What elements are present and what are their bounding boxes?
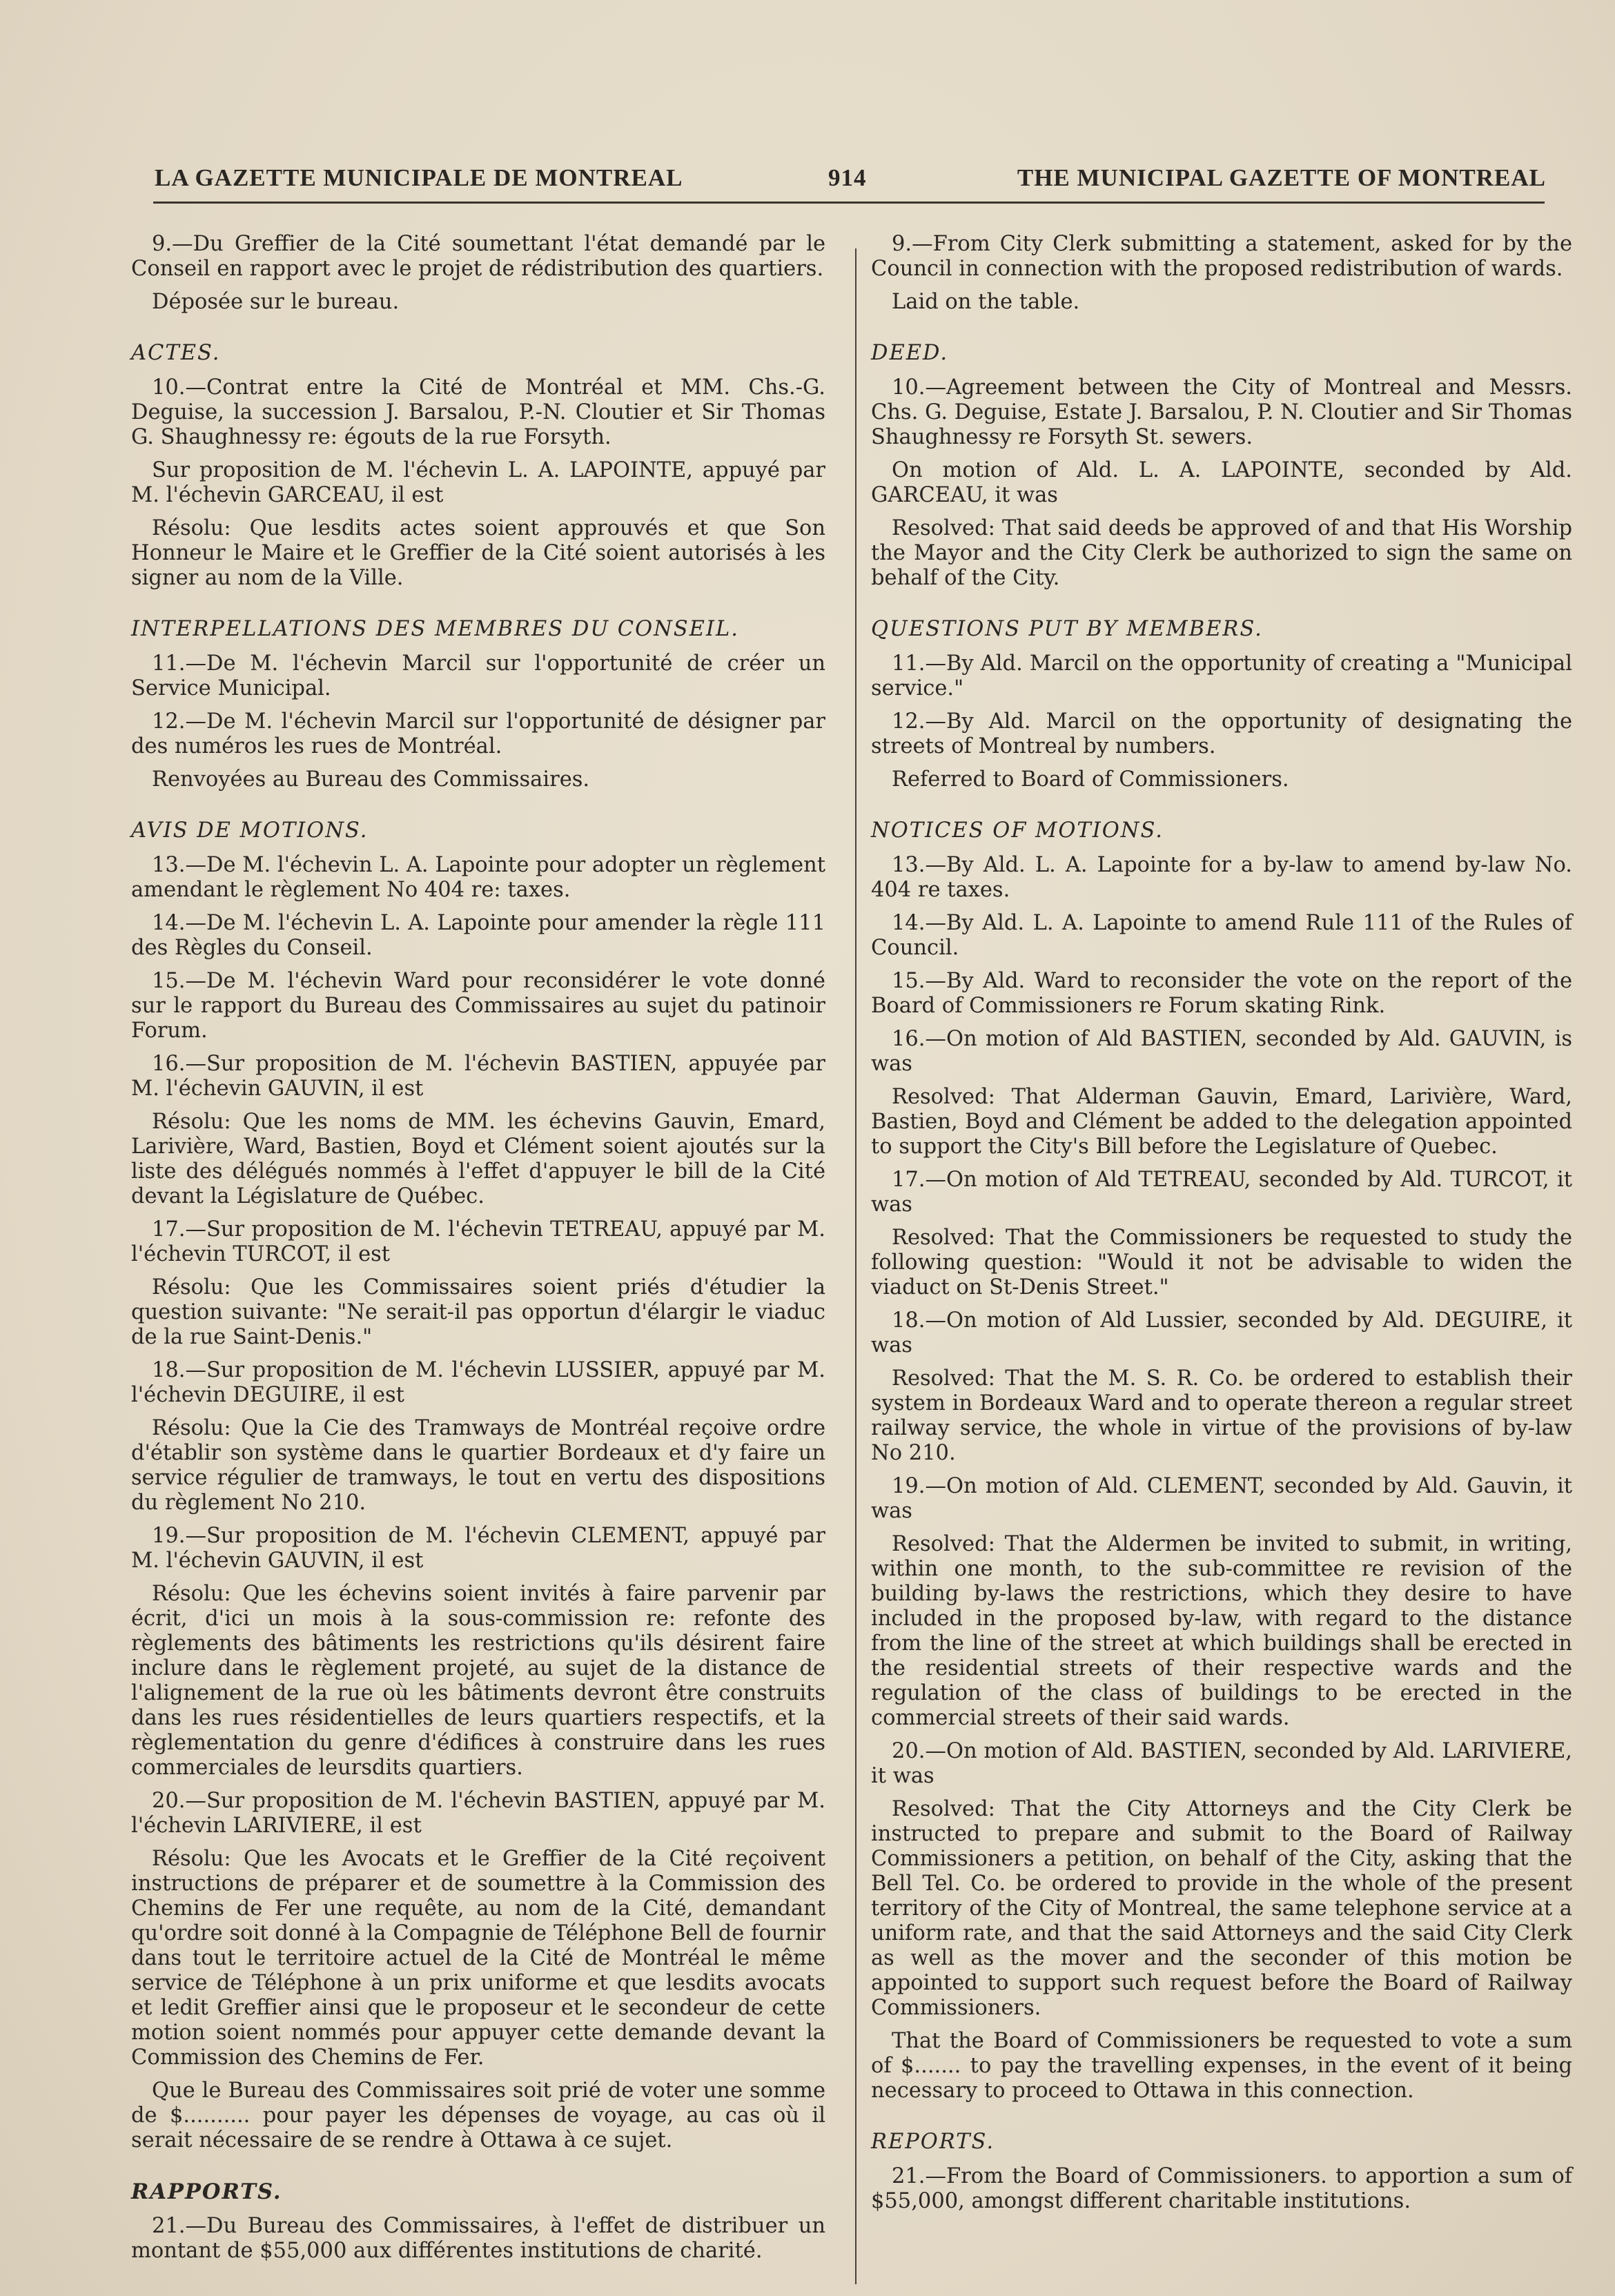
item-18-en: 18.—On motion of Ald Lussier, seconded by Ald. DEGUIRE, it was: [871, 1308, 1572, 1357]
item-16-en: 16.—On motion of Ald BASTIEN, seconded by Ald. GAUVIN, is was: [871, 1027, 1572, 1076]
item-10-motion-fr: Sur proposition de M. l'échevin L. A. LAPOINTE, appuyé par M. l'échevin GARCEAU, il est: [131, 458, 825, 507]
item-10-resolution-en: Resolved: That said deeds be approved of and that His Worship the Mayor and the City Clerk be authorized to sign the same on behalf of the City.: [871, 516, 1572, 590]
french-column: [131, 232, 825, 2272]
item-14-en: 14.—By Ald. L. A. Lapointe to amend Rule 111 of the Rules of Council.: [871, 911, 1572, 960]
section-heading-reports: REPORTS.: [871, 2130, 995, 2154]
item-13-en: 13.—By Ald. L. A. Lapointe for a by-law to amend by-law No. 404 re taxes.: [871, 853, 1572, 902]
header-title-english: THE MUNICIPAL GAZETTE OF MONTREAL: [1017, 164, 1546, 191]
page-header: [152, 164, 1546, 206]
section-heading-avis: AVIS DE MOTIONS.: [131, 818, 369, 843]
item-18-fr: 18.—Sur proposition de M. l'échevin LUSSIER, appuyé par M. l'échevin DEGUIRE, il est: [131, 1358, 825, 1407]
item-10-motion-en: On motion of Ald. L. A. LAPOINTE, seconded by Ald. GARCEAU, it was: [871, 458, 1572, 507]
item-17-en: 17.—On motion of Ald TETREAU, seconded by Ald. TURCOT, it was: [871, 1168, 1572, 1217]
item-17-resolution-en: Resolved: That the Commissioners be requested to study the following question: "Would it not be advisable to widen the viaduct on St-Denis Street.": [871, 1226, 1572, 1299]
section-heading-questions: QUESTIONS PUT BY MEMBERS.: [871, 617, 1263, 641]
item-17-resolution-fr: Résolu: Que les Commissaires soient priés d'étudier la question suivante: "Ne serait-il pas opportun d'élargir le viaduc de la rue Saint-Denis.": [131, 1275, 825, 1349]
item-20-fr: 20.—Sur proposition de M. l'échevin BASTIEN, appuyé par M. l'échevin LARIVIERE, il est: [131, 1789, 825, 1838]
section-heading-actes: ACTES.: [131, 341, 221, 365]
item-10-resolution-fr: Résolu: Que lesdits actes soient approuvés et que Son Honneur le Maire et le Greffier de la Cité soient autorisés à les signer au nom de la Ville.: [131, 516, 825, 590]
item-12-fr: 12.—De M. l'échevin Marcil sur l'opportunité de désigner par des numéros les rues de Montréal.: [131, 709, 825, 758]
page-number: 914: [828, 164, 867, 191]
item-9-en: 9.—From City Clerk submitting a statement, asked for by the Council in connection with the proposed redistribution of wards.: [871, 232, 1572, 281]
item-19-resolution-en: Resolved: That the Aldermen be invited to submit, in writing, within one month, to the sub-committee re revision of the building by-laws the restrictions, which they desire to have included in the proposed by-law, with regard to the distance from the line of the street at which buildings shall be erected in the residential streets of their respective wards and the regulation of the class of buildings to be erected in the commercial streets of their said wards.: [871, 1532, 1572, 1730]
header-rule: [153, 202, 1545, 204]
item-20-resolution-fr: Résolu: Que les Avocats et le Greffier de la Cité reçoivent instructions de préparer et de soumettre à la Commission des Chemins de Fer une requête, au nom de la Cité, demandant qu'ordre soit donné à la Compagnie de Téléphone Bell de fournir dans tout le territoire actuel de la Cité de Montréal le même service de Téléphone à un prix uniforme et que lesdits avocats et ledit Greffier ainsi que le proposeur et le secondeur de cette motion soient nommés pour appuyer cette demande devant la Commission des Chemins de Fer.: [131, 1847, 825, 2070]
item-13-fr: 13.—De M. l'échevin L. A. Lapointe pour adopter un règlement amendant le règlement No 404 re: taxes.: [131, 853, 825, 902]
item-20-bureau-fr: Que le Bureau des Commissaires soit prié de voter une somme de $.......... pour payer les dépenses de voyage, au cas où il serait nécessaire de se rendre à Ottawa à ce sujet.: [131, 2079, 825, 2152]
item-9-action-fr: Déposée sur le bureau.: [152, 290, 400, 314]
item-9-fr: 9.—Du Greffier de la Cité soumettant l'état demandé par le Conseil en rapport avec le projet de rédistribution des quartiers.: [131, 232, 825, 281]
item-10-en: 10.—Agreement between the City of Montreal and Messrs. Chs. G. Deguise, Estate J. Barsalou, P. N. Cloutier and Sir Thomas Shaughnessy re Forsyth St. sewers.: [871, 375, 1572, 449]
section-heading-interpellations: INTERPELLATIONS DES MEMBRES DU CONSEIL.: [131, 617, 739, 641]
item-15-fr: 15.—De M. l'échevin Ward pour reconsidérer le vote donné sur le rapport du Bureau des Commissaires au sujet du patinoir Forum.: [131, 969, 825, 1043]
item-11-en: 11.—By Ald. Marcil on the opportunity of creating a "Municipal service.": [871, 651, 1572, 700]
item-20-en: 20.—On motion of Ald. BASTIEN, seconded by Ald. LARIVIERE, it was: [871, 1739, 1572, 1788]
item-12-en: 12.—By Ald. Marcil on the opportunity of designating the streets of Montreal by numbers.: [871, 709, 1572, 758]
section-heading-notices: NOTICES OF MOTIONS.: [871, 818, 1164, 843]
item-18-resolution-fr: Résolu: Que la Cie des Tramways de Montréal reçoive ordre d'établir son système dans le quartier Bordeaux et d'y faire un service régulier de tramways, le tout en vertu des dispositions du règlement No 210.: [131, 1416, 825, 1515]
item-10-fr: 10.—Contrat entre la Cité de Montréal et MM. Chs.-G. Deguise, la succession J. Barsalou, P.-N. Cloutier et Sir Thomas G. Shaughnessy re: égouts de la rue Forsyth.: [131, 375, 825, 449]
item-12-action-en: Referred to Board of Commissioners.: [892, 767, 1289, 792]
item-21-fr: 21.—Du Bureau des Commissaires, à l'effet de distribuer un montant de $55,000 aux différentes institutions de charité.: [131, 2214, 825, 2263]
item-16-fr: 16.—Sur proposition de M. l'échevin BASTIEN, appuyée par M. l'échevin GAUVIN, il est: [131, 1052, 825, 1101]
item-20-board-en: That the Board of Commissioners be requested to vote a sum of $....... to pay the travelling expenses, in the event of it being necessary to proceed to Ottawa in this connection.: [871, 2029, 1572, 2103]
english-column: [871, 232, 1572, 2222]
item-19-resolution-fr: Résolu: Que les échevins soient invités à faire parvenir par écrit, d'ici un mois à la sous-commission re: refonte des règlements des bâtiments les restrictions qu'ils désirent faire inclure dans le règlement projeté, au sujet de la distance de l'alignement de la rue où les bâtiments devront être construits dans les rues résidentielles de leurs quartiers respectifs, et la règlementation du genre d'édifices à construire dans les rues commerciales de leursdits quartiers.: [131, 1582, 825, 1780]
section-heading-deed: DEED.: [871, 341, 949, 365]
header-title-french: LA GAZETTE MUNICIPALE DE MONTREAL: [155, 164, 683, 191]
item-14-fr: 14.—De M. l'échevin L. A. Lapointe pour amender la règle 111 des Règles du Conseil.: [131, 911, 825, 960]
section-heading-rapports: RAPPORTS.: [131, 2179, 282, 2204]
item-19-en: 19.—On motion of Ald. CLEMENT, seconded by Ald. Gauvin, it was: [871, 1474, 1572, 1523]
item-16-resolution-en: Resolved: That Alderman Gauvin, Emard, Larivière, Ward, Bastien, Boyd and Clément be added to the delegation appointed to support the City's Bill before the Legislature of Quebec.: [871, 1085, 1572, 1159]
item-9-action-en: Laid on the table.: [892, 290, 1080, 314]
item-16-resolution-fr: Résolu: Que les noms de MM. les échevins Gauvin, Emard, Larivière, Ward, Bastien, Boyd et Clément soient ajoutés sur la liste des délégués nommés à l'effet d'appuyer le bill de la Cité devant la Législature de Québec.: [131, 1110, 825, 1208]
item-17-fr: 17.—Sur proposition de M. l'échevin TETREAU, appuyé par M. l'échevin TURCOT, il est: [131, 1217, 825, 1266]
item-21-en: 21.—From the Board of Commissioners. to apportion a sum of $55,000, amongst different charitable institutions.: [871, 2164, 1572, 2213]
item-11-fr: 11.—De M. l'échevin Marcil sur l'opportunité de créer un Service Municipal.: [131, 651, 825, 700]
item-12-action-fr: Renvoyées au Bureau des Commissaires.: [152, 767, 590, 792]
item-15-en: 15.—By Ald. Ward to reconsider the vote on the report of the Board of Commissioners re Forum skating Rink.: [871, 969, 1572, 1018]
item-18-resolution-en: Resolved: That the M. S. R. Co. be ordered to establish their system in Bordeaux Ward and to operate thereon a regular street railway service, the whole in virtue of the provisions of by-law No 210.: [871, 1366, 1572, 1465]
item-19-fr: 19.—Sur proposition de M. l'échevin CLEMENT, appuyé par M. l'échevin GAUVIN, il est: [131, 1524, 825, 1573]
column-divider: [855, 248, 857, 2284]
item-20-resolution-en: Resolved: That the City Attorneys and the City Clerk be instructed to prepare and submit to the Board of Railway Commissioners a petition, on behalf of the City, asking that the Bell Tel. Co. be ordered to provide in the whole of the present territory of the City of Montreal, the same telephone service at a uniform rate, and that the said Attorneys and the said City Clerk as well as the mover and the seconder of this motion be appointed to support such request before the Board of Railway Commissioners.: [871, 1797, 1572, 2020]
